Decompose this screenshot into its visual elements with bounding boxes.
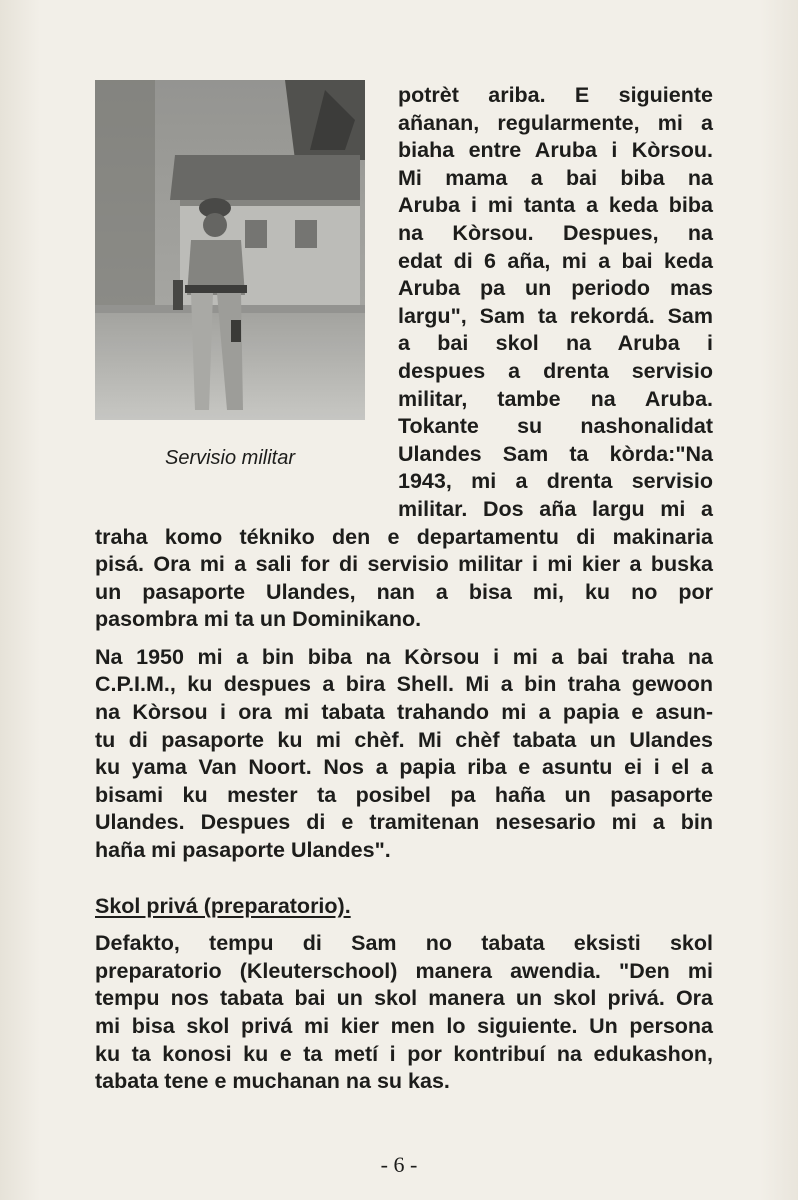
text-line: un pasaporte Ulandes, nan a bisa mi, ku no por xyxy=(95,579,713,604)
text-line: tempu nos tabata bai un skol manera un skol privá. Ora xyxy=(95,986,713,1011)
text-line: ku ta konosi ku e ta metí i por kontribuí na edukashon, xyxy=(95,1041,713,1066)
text-line: bisami ku mester ta posibel pa haña un pasaporte xyxy=(95,782,713,807)
photo-caption: Servisio militar xyxy=(164,447,296,469)
text-line: largu", Sam ta rekordá. Sam xyxy=(398,303,713,328)
wrap-text-beside-photo xyxy=(95,82,713,524)
text-line: haña mi pasaporte Ulandes". xyxy=(95,838,391,863)
text-line: Ulandes Sam ta kòrda:"Na xyxy=(398,441,713,466)
paragraph-2 xyxy=(95,644,713,865)
text-line: militar. Dos aña largu mi a xyxy=(398,496,713,521)
text-line: edat di 6 aña, mi a bai keda xyxy=(398,248,713,273)
text-line: potrèt ariba. E siguiente xyxy=(398,83,713,107)
text-line: 1943, mi a drenta servisio xyxy=(398,469,713,494)
text-line: pisá. Ora mi a sali for di servisio militar i mi kier a buska xyxy=(95,552,713,577)
text-line: Aruba pa un periodo mas xyxy=(398,276,713,301)
paragraph-1-continuation xyxy=(95,524,713,634)
text-line: ku yama Van Noort. Nos a papia riba e asuntu ei i el a xyxy=(95,755,713,780)
text-line: C.P.I.M., ku despues a bira Shell. Mi a bin traha gewoon xyxy=(95,672,713,697)
text-line: mi bisa skol privá mi kier men lo siguiente. Un persona xyxy=(95,1014,713,1038)
text-line: Ulandes. Despues di e tramitenan nesesario mi a bin xyxy=(95,810,713,835)
text-line: pasombra mi ta un Dominikano. xyxy=(95,607,422,632)
body-text xyxy=(95,82,713,1096)
text-line: Na 1950 mi a bin biba na Kòrsou i mi a bai traha na xyxy=(95,644,713,669)
text-line: Tokante su nashonalidat xyxy=(398,414,713,439)
text-line: Aruba i mi tanta a keda biba xyxy=(398,193,713,218)
text-line: tu di pasaporte ku mi chèf. Mi chèf tabata un Ulandes xyxy=(95,727,713,752)
text-line: biaha entre Aruba i Kòrsou. xyxy=(398,138,713,163)
text-line: añanan, regularmente, mi a xyxy=(398,110,713,135)
page-number: - 6 - xyxy=(380,1152,418,1177)
section-heading-text: Skol privá (preparatorio). xyxy=(95,893,351,918)
text-line: traha komo tékniko den e departamentu di makinaria xyxy=(95,524,713,549)
text-line: a bai skol na Aruba i xyxy=(398,331,713,356)
text-line: na Kòrsou. Despues, na xyxy=(398,220,713,245)
text-line: Mi mama a bai biba na xyxy=(398,165,713,190)
text-line: tabata tene e muchanan na su kas. xyxy=(95,1069,450,1094)
paragraph-3 xyxy=(95,930,713,1096)
text-line: preparatorio (Kleuterschool) manera awendia. "Den mi xyxy=(95,958,713,983)
text-line: despues a drenta servisio xyxy=(398,358,713,383)
text-line: militar, tambe na Aruba. xyxy=(398,386,713,411)
section-heading xyxy=(95,893,713,921)
text-line: na Kòrsou i ora mi tabata trahando mi a papia e asun- xyxy=(95,700,713,725)
text-line: Defakto, tempu di Sam no tabata eksisti skol xyxy=(95,931,713,956)
